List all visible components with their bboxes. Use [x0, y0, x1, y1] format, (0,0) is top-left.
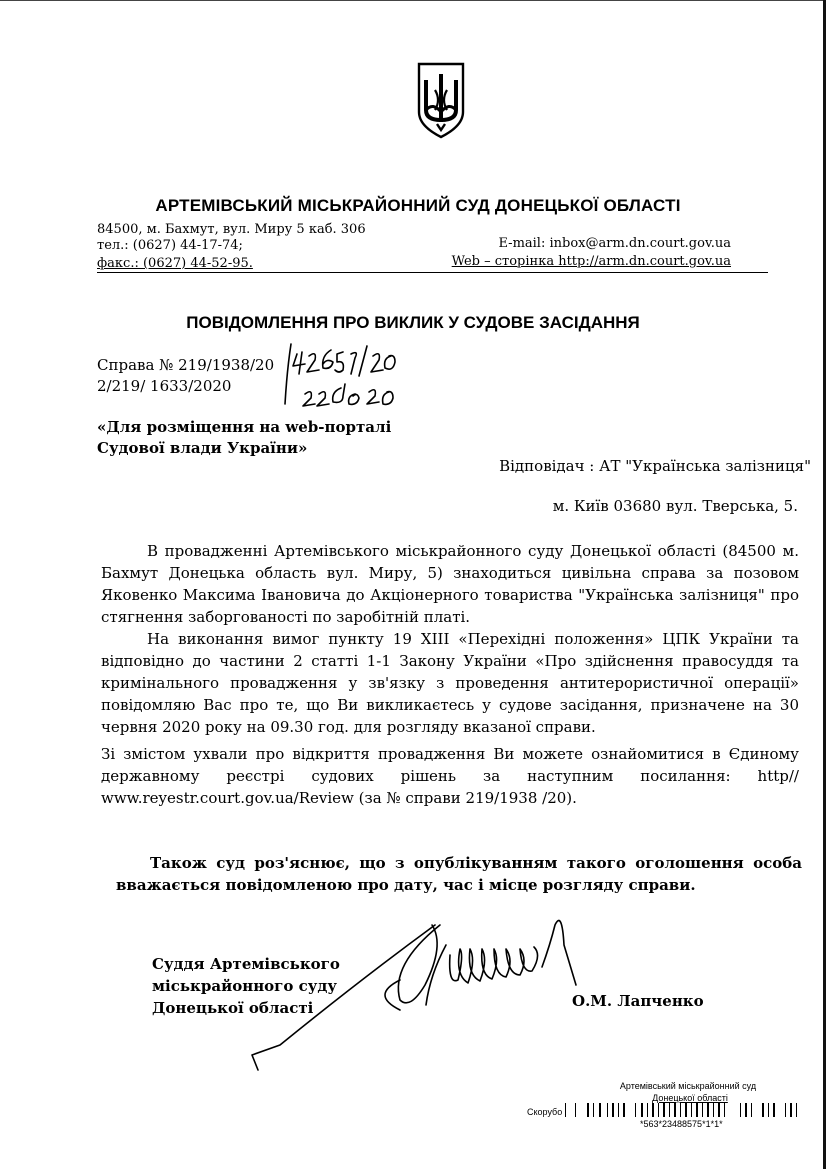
handwritten-registration	[283, 340, 403, 414]
judge-title-line2: міськрайонного суду	[152, 977, 337, 995]
publication-note-line1: «Для розміщення на web-порталі	[97, 418, 392, 436]
handwritten-signature	[250, 905, 590, 1079]
defendant-address: м. Київ 03680 вул. Тверська, 5.	[552, 497, 798, 515]
publication-note-line2: Судової влади України»	[97, 439, 308, 457]
barcode	[565, 1103, 801, 1119]
court-name: АРТЕМІВСЬКИЙ МІСЬКРАЙОННИЙ СУД ДОНЕЦЬКОЇ ОБЛАСТІ	[155, 196, 681, 215]
trident-coat-of-arms-icon	[411, 60, 471, 140]
barcode-number: *563*23488575*1*1*	[640, 1119, 723, 1129]
court-email: E-mail: inbox@arm.dn.court.gov.ua	[498, 236, 731, 251]
judge-title-line3: Донецької області	[152, 999, 314, 1017]
case-number: Справа № 219/1938/20	[97, 356, 275, 374]
body-paragraph-1: В провадженні Артемівського міськрайонного суду Донецької області (84500 м. Бахмут Донецька область вул. Миру, 5) знаходиться цивільна справа за позовом Яковенко Максима Івановича до Акціонерного товариства "Українська залізниця" про стягнення заборгованості по заробітній платі.	[101, 542, 799, 626]
stamp-court-line1: Артемівський міськрайонний суд	[619, 1081, 757, 1091]
body-paragraph-4: Також суд роз'яснює, що з опублікуванням такого оголошення особа вважається повідомленою про дату, час і місце розгляду справи.	[116, 854, 802, 894]
court-website: Web – сторінка http://arm.dn.court.gov.ua	[451, 254, 731, 269]
defendant: Відповідач : АТ "Українська залізниця"	[499, 457, 811, 475]
court-address: 84500, м. Бахмут, вул. Миру 5 каб. 306	[97, 222, 366, 237]
proceeding-number: 2/219/ 1633/2020	[97, 377, 232, 395]
court-fax: факс.: (0627) 44-52-95.	[97, 256, 253, 271]
stamp-label: Скорубо	[527, 1107, 563, 1117]
stamp-court-line2: Донецької області	[652, 1093, 728, 1103]
body-paragraph-3: Зі змістом ухвали про відкриття провадження Ви можете ознайомитися в Єдиному державному реєстрі судових рішень за наступним посилання: http// www.reyestr.court.gov.ua/Review (за № справи 219/1938 /20).	[101, 745, 799, 807]
court-phone: тел.: (0627) 44-17-74;	[97, 238, 243, 253]
header-divider	[97, 272, 768, 273]
body-paragraph-2: На виконання вимог пункту 19 XIII «Перехідні положення» ЦПК України та відповідно до частини 2 статті 1-1 Закону України «Про здійснення правосуддя та кримінального провадження у зв'язку з проведення антитерористичної операції» повідомляю Вас про те, що Ви викликаєтесь у судове засідання, призначене на 30 червня 2020 року на 09.30 год. для розгляду вказаної справи.	[101, 630, 799, 736]
scan-top-edge	[0, 0, 826, 1]
document-title: ПОВІДОМЛЕННЯ ПРО ВИКЛИК У СУДОВЕ ЗАСІДАННЯ	[186, 313, 640, 332]
judge-title-line1: Суддя Артемівського	[152, 955, 340, 973]
judge-name: О.М. Лапченко	[572, 992, 704, 1010]
